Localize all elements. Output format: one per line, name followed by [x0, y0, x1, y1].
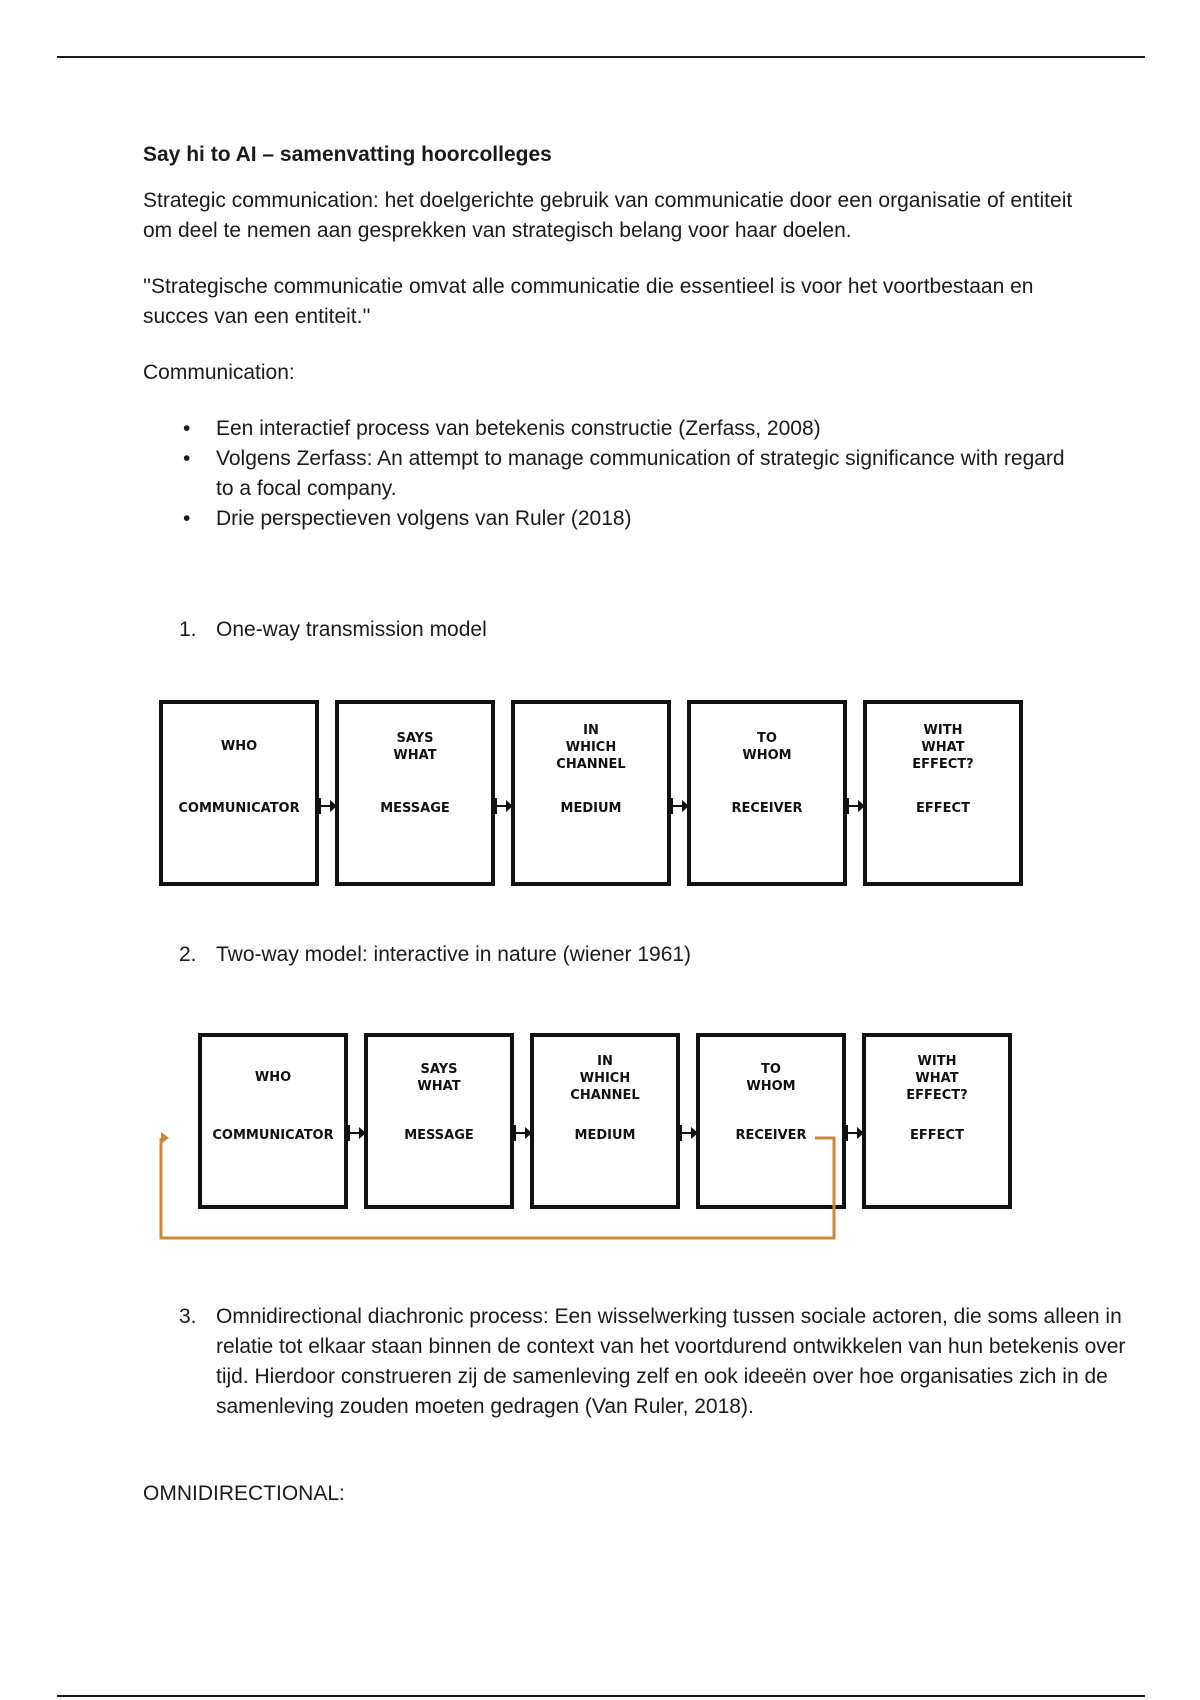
bullet-icon: • — [183, 447, 191, 470]
bullet-icon: • — [183, 417, 191, 440]
oneway-arrow — [495, 805, 511, 807]
box-question: WHO — [254, 1070, 292, 1085]
box-role: COMMUNICATOR — [212, 1128, 334, 1143]
box-question: TO WHOM — [742, 731, 792, 763]
definition-paragraph: Strategic communication: het doelgerichte gebruik van communicatie door een organisatie of entiteit om deel te nemen aan gesprekken van strategisch belang voor haar doelen. — [143, 189, 1073, 242]
bullet-icon: • — [183, 507, 191, 530]
box-role: MEDIUM — [560, 801, 622, 816]
box-question: WHO — [220, 739, 258, 754]
box-question: SAYS WHAT — [417, 1062, 461, 1094]
list-item: • Volgens Zerfass: An attempt to manage communication of strategic significance with regard to a focal company. — [143, 444, 1073, 504]
box-question: IN WHICH CHANNEL — [556, 723, 626, 772]
twoway-arrow — [846, 1132, 862, 1134]
oneway-box-communicator — [159, 700, 319, 886]
omnidirectional-label: OMNIDIRECTIONAL: — [143, 1482, 345, 1505]
box-question: IN WHICH CHANNEL — [570, 1054, 640, 1103]
oneway-arrow — [319, 805, 335, 807]
twoway-box-effect — [862, 1033, 1012, 1209]
twoway-box-receiver — [696, 1033, 846, 1209]
model-item-2: 2. Two-way model: interactive in nature (wiener 1961) — [179, 943, 692, 966]
twoway-box-medium — [530, 1033, 680, 1209]
box-question: WITH WHAT EFFECT? — [912, 723, 974, 772]
box-role: COMMUNICATOR — [178, 801, 300, 816]
quote-paragraph: ''Strategische communicatie omvat alle communicatie die essentieel is voor het voortbestaan en succes van een entiteit.'' — [143, 275, 1034, 328]
list-item: • Drie perspectieven volgens van Ruler (2018) — [143, 504, 1073, 534]
box-question: TO WHOM — [746, 1062, 796, 1094]
oneway-box-effect — [863, 700, 1023, 886]
communication-label: Communication: — [143, 361, 295, 384]
document-body — [143, 140, 1073, 534]
oneway-box-receiver — [687, 700, 847, 886]
oneway-box-message — [335, 700, 495, 886]
document-title: Say hi to AI – samenvatting hoorcolleges — [143, 143, 552, 166]
twoway-box-message — [364, 1033, 514, 1209]
twoway-box-communicator — [198, 1033, 348, 1209]
twoway-arrow — [680, 1132, 696, 1134]
box-role: EFFECT — [916, 801, 970, 816]
model-item-3: 3. Omnidirectional diachronic process: Een wisselwerking tussen sociale actoren, die soms alleen in relatie tot elkaar staan binnen de context van het voortdurend ontwikkelen van hun betekenis over tijd. Hierdoor construeren zij de samenleving zelf en ook ideeën over hoe organisaties zich in de samenleving zouden moeten gedragen (Van Ruler, 2018). — [179, 1305, 1126, 1418]
oneway-arrow — [671, 805, 687, 807]
box-question: WITH WHAT EFFECT? — [906, 1054, 968, 1103]
box-role: RECEIVER — [735, 1128, 807, 1143]
box-role: RECEIVER — [731, 801, 803, 816]
twoway-arrow — [348, 1132, 364, 1134]
box-role: MESSAGE — [404, 1128, 474, 1143]
box-role: EFFECT — [910, 1128, 964, 1143]
box-question: SAYS WHAT — [393, 731, 437, 763]
header-rule — [57, 56, 1145, 58]
oneway-box-medium — [511, 700, 671, 886]
twoway-arrow — [514, 1132, 530, 1134]
list-item: • Een interactief process van betekenis constructie (Zerfass, 2008) — [143, 414, 1073, 444]
oneway-arrow — [847, 805, 863, 807]
box-role: MEDIUM — [574, 1128, 636, 1143]
model-item-1: 1. One-way transmission model — [179, 618, 487, 641]
box-role: MESSAGE — [380, 801, 450, 816]
footer-rule — [57, 1695, 1145, 1697]
bullet-list — [143, 414, 1073, 534]
